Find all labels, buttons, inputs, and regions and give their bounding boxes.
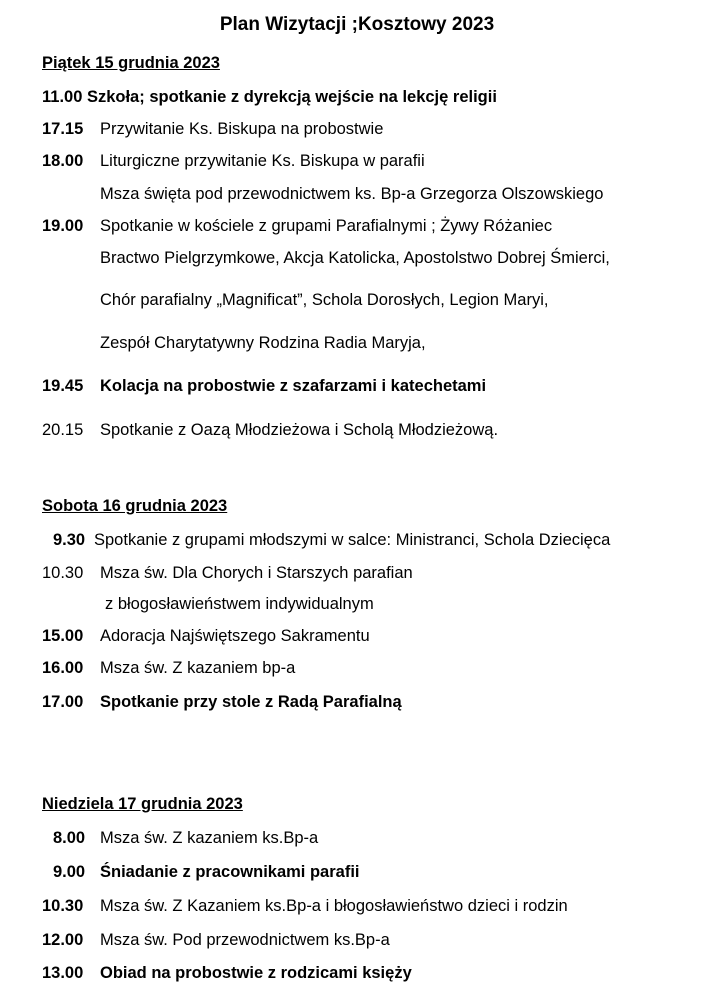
event-time: 16.00 xyxy=(42,659,84,677)
event-description-continued: z błogosławieństwem indywidualnym xyxy=(105,595,374,613)
event-time: 10.30 xyxy=(42,564,84,582)
page-title: Plan Wizytacji ;Kosztowy 2023 xyxy=(219,14,495,35)
event-friday-1100: 11.00 Szkoła; spotkanie z dyrekcją wejście na lekcję religii xyxy=(42,88,497,106)
event-description: Msza św. Z kazaniem ks.Bp-a xyxy=(100,829,319,847)
event-time: 8.00 xyxy=(53,829,86,847)
event-time: 19.45 xyxy=(42,377,84,395)
event-time: 13.00 xyxy=(42,964,84,982)
event-description: Śniadanie z pracownikami parafii xyxy=(100,863,360,881)
event-time: 9.30 xyxy=(53,531,86,549)
event-description-continued: Chór parafialny „Magnificat”, Schola Dorosłych, Legion Maryi, xyxy=(100,291,549,309)
event-description-continued: Msza święta pod przewodnictwem ks. Bp-a Grzegorza Olszowskiego xyxy=(100,185,604,203)
event-time: 19.00 xyxy=(42,217,84,235)
event-description: Spotkanie z grupami młodszymi w salce: Ministranci, Schola Dziecięca xyxy=(94,531,611,549)
event-time: 20.15 xyxy=(42,421,84,439)
event-description: Spotkanie z Oazą Młodzieżowa i Scholą Młodzieżową. xyxy=(100,421,499,439)
event-description: Spotkanie przy stole z Radą Parafialną xyxy=(100,693,402,711)
event-time: 15.00 xyxy=(42,627,84,645)
day-heading-friday: Piątek 15 grudnia 2023 xyxy=(42,54,220,72)
event-time: 10.30 xyxy=(42,897,84,915)
event-description: Msza św. Z Kazaniem ks.Bp-a i błogosławieństwo dzieci i rodzin xyxy=(100,897,568,915)
event-description: Msza św. Pod przewodnictwem ks.Bp-a xyxy=(100,931,390,949)
event-time: 17.00 xyxy=(42,693,84,711)
event-description: Msza św. Z kazaniem bp-a xyxy=(100,659,296,677)
event-description: Adoracja Najświętszego Sakramentu xyxy=(100,627,370,645)
event-time: 17.15 xyxy=(42,120,84,138)
event-description: Spotkanie w kościele z grupami Parafialnymi ; Żywy Różaniec xyxy=(100,217,553,235)
event-time: 9.00 xyxy=(53,863,86,881)
event-description: Obiad na probostwie z rodzicami księży xyxy=(100,964,412,982)
event-description: Przywitanie Ks. Biskupa na probostwie xyxy=(100,120,384,138)
event-time: 12.00 xyxy=(42,931,84,949)
event-description: Kolacja na probostwie z szafarzami i katechetami xyxy=(100,377,487,395)
event-description-continued: Bractwo Pielgrzymkowe, Akcja Katolicka, Apostolstwo Dobrej Śmierci, xyxy=(100,249,610,267)
day-heading-sunday: Niedziela 17 grudnia 2023 xyxy=(42,795,243,813)
event-description: Msza św. Dla Chorych i Starszych parafian xyxy=(100,564,413,582)
event-description: Liturgiczne przywitanie Ks. Biskupa w parafii xyxy=(100,152,425,170)
day-heading-saturday: Sobota 16 grudnia 2023 xyxy=(42,497,228,515)
event-description-continued: Zespół Charytatywny Rodzina Radia Maryja, xyxy=(100,334,426,352)
event-time: 18.00 xyxy=(42,152,84,170)
